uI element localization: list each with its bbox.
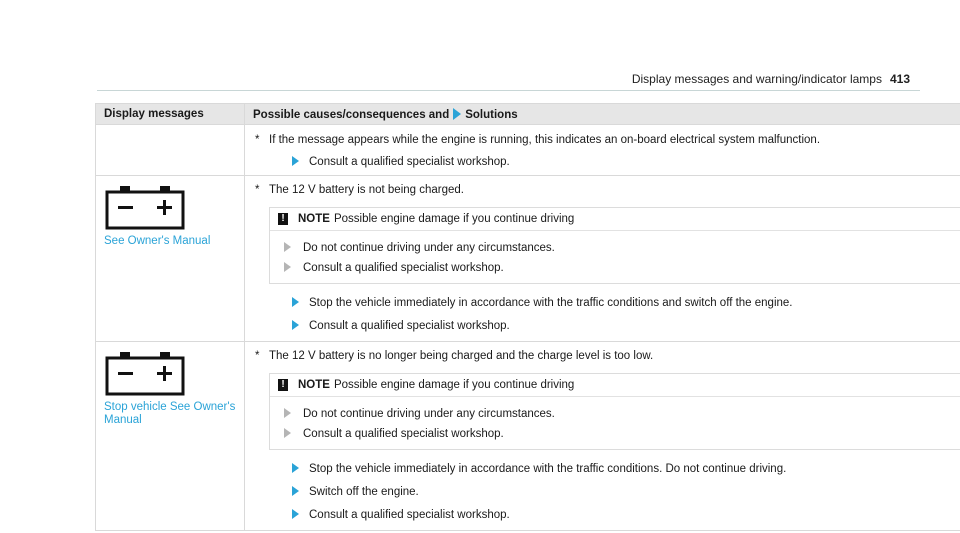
battery-icon (105, 184, 185, 230)
page-number: 413 (889, 72, 910, 86)
arrow-right-icon (284, 242, 291, 252)
arrow-right-icon (284, 262, 291, 272)
warning-icon: ! (278, 379, 288, 391)
solution-step (255, 319, 960, 333)
arrow-right-icon (284, 408, 291, 418)
note-box (269, 373, 960, 450)
cause-line (255, 349, 960, 363)
display-message-caption: See Owner's Manual (104, 235, 211, 247)
cause-asterisk: * (255, 184, 260, 196)
note-step-text: Do not continue driving under any circumstances. (303, 242, 555, 254)
arrow-right-icon (292, 509, 299, 519)
battery-icon (105, 350, 185, 396)
solution-step-text: Stop the vehicle immediately in accordance with the traffic conditions and switch off the engine. (309, 297, 793, 309)
note-step-text: Do not continue driving under any circumstances. (303, 408, 555, 420)
arrow-right-icon (292, 320, 299, 330)
running-head (632, 72, 910, 86)
solution-step-text: Consult a qualified specialist workshop. (309, 509, 510, 521)
warning-icon: ! (278, 213, 288, 225)
note-step (284, 407, 952, 421)
arrow-right-icon (292, 297, 299, 307)
cause-text: If the message appears while the engine is running, this indicates an on-board electrical system malfunction. (269, 134, 821, 146)
solution-step-text: Switch off the engine. (309, 486, 419, 498)
table-row (96, 176, 960, 342)
display-messages-table (95, 103, 960, 531)
display-message-cell (96, 342, 245, 531)
cause-line (255, 183, 960, 197)
display-message-cell (96, 176, 245, 342)
solution-step (255, 508, 960, 522)
column-header-causes-prefix: Possible causes/consequences and (253, 109, 450, 121)
note-step (284, 241, 952, 255)
solution-step (255, 296, 960, 310)
note-title-text: Possible engine damage if you continue driving (333, 379, 575, 391)
arrow-right-icon (453, 108, 461, 120)
note-label: NOTE (298, 213, 330, 225)
solution-step (255, 155, 960, 169)
table-row (96, 125, 960, 176)
note-step (284, 427, 952, 441)
display-message-cell-empty (96, 125, 245, 176)
causes-cell (245, 342, 960, 531)
column-header-solutions: Solutions (465, 109, 518, 121)
arrow-right-icon (292, 156, 299, 166)
cause-text: The 12 V battery is no longer being charged and the charge level is too low. (269, 350, 654, 362)
solution-step (255, 485, 960, 499)
note-step-text: Consult a qualified specialist workshop. (303, 428, 504, 440)
note-title (270, 208, 960, 231)
causes-cell (245, 125, 960, 176)
cause-line (255, 133, 960, 147)
solution-step-text: Stop the vehicle immediately in accordance with the traffic conditions. Do not continue driving. (309, 463, 787, 475)
note-step-text: Consult a qualified specialist workshop. (303, 262, 504, 274)
note-body (270, 397, 960, 449)
solution-step-text: Consult a qualified specialist workshop. (309, 156, 510, 168)
cause-asterisk: * (255, 134, 260, 146)
note-title-text: Possible engine damage if you continue driving (333, 213, 575, 225)
arrow-right-icon (292, 463, 299, 473)
note-label: NOTE (298, 379, 330, 391)
solution-step-text: Consult a qualified specialist workshop. (309, 320, 510, 332)
cause-text: The 12 V battery is not being charged. (269, 184, 464, 196)
arrow-right-icon (292, 486, 299, 496)
column-header-display-messages: Display messages (96, 104, 245, 125)
running-head-title: Display messages and warning/indicator lamps (631, 72, 882, 86)
arrow-right-icon (284, 428, 291, 438)
note-box (269, 207, 960, 284)
table-header-row (96, 104, 960, 125)
note-step (284, 261, 952, 275)
note-body (270, 231, 960, 283)
note-title (270, 374, 960, 397)
solution-step (255, 462, 960, 476)
table-row (96, 342, 960, 531)
header-rule (97, 90, 920, 91)
display-message-caption: Stop vehicle See Owner's Manual (104, 401, 236, 426)
cause-asterisk: * (255, 350, 260, 362)
column-header-causes (245, 104, 960, 125)
causes-cell (245, 176, 960, 342)
